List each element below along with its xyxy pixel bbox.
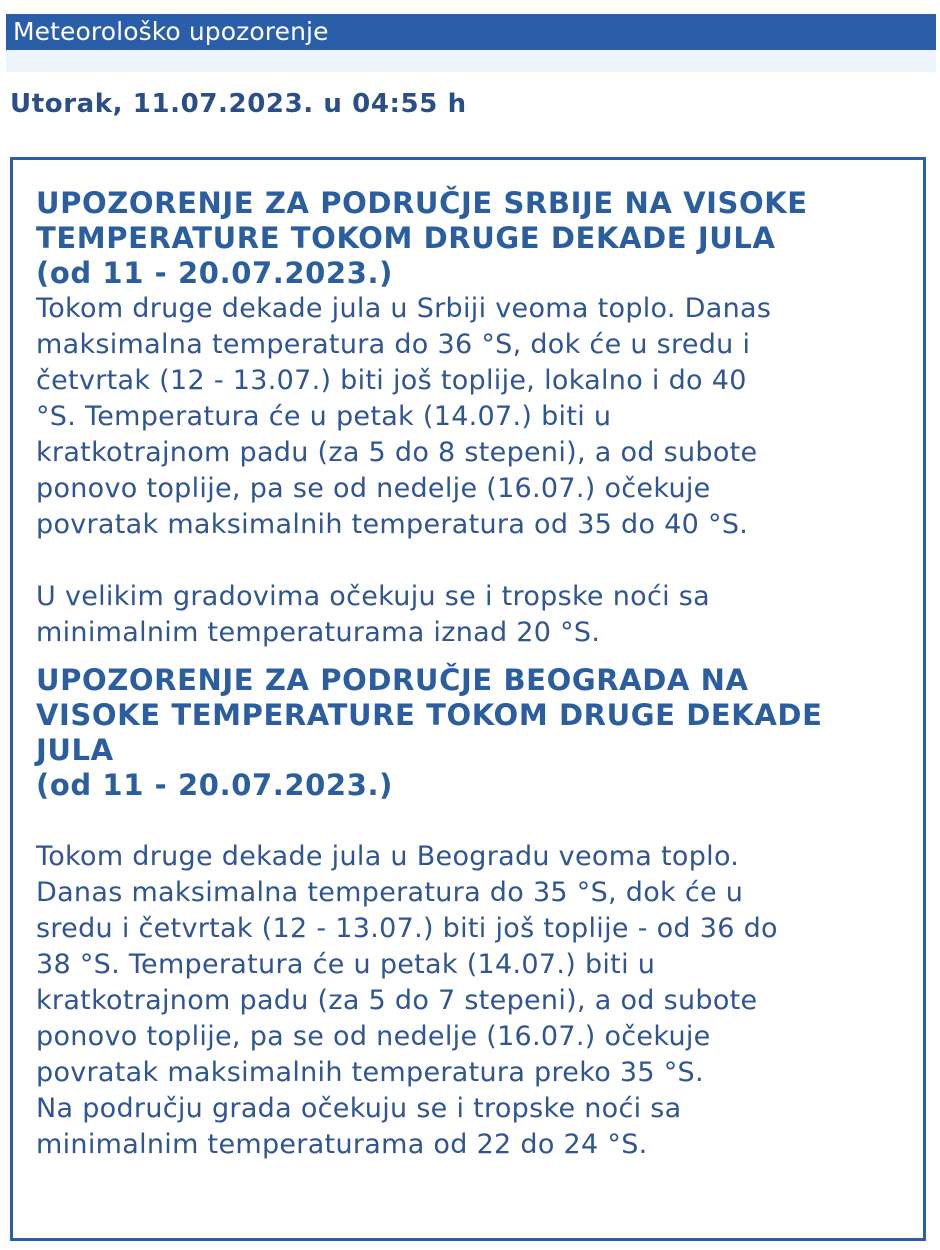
- issue-datetime: Utorak, 11.07.2023. u 04:55 h: [10, 89, 467, 119]
- body-line: Danas maksimalna temperatura do 35 °S, dok će u: [36, 877, 744, 908]
- page-title: Meteorološko upozorenje: [13, 17, 329, 46]
- body-line: kratkotrajnom padu (za 5 do 7 stepeni), a od subote: [36, 985, 758, 1016]
- body-line: kratkotrajnom padu (za 5 do 8 stepeni), a od subote: [36, 437, 758, 468]
- warning-serbia-body: [36, 291, 907, 543]
- body-line: povratak maksimalnih temperatura preko 35 °S.: [36, 1057, 704, 1088]
- heading-line: UPOZORENJE ZA PODRUČJE SRBIJE NA VISOKE: [36, 186, 808, 220]
- body-line: povratak maksimalnih temperatura od 35 do 40 °S.: [36, 509, 749, 540]
- body-line: ponovo toplije, pa se od nedelje (16.07.) očekuje: [36, 473, 711, 504]
- note-line: minimalnim temperaturama iznad 20 °S.: [36, 617, 601, 648]
- body-line: ponovo toplije, pa se od nedelje (16.07.) očekuje: [36, 1021, 711, 1052]
- title-underline-strip: [6, 50, 936, 72]
- heading-line: UPOZORENJE ZA PODRUČJE BEOGRADA NA: [36, 663, 749, 697]
- heading-line: TEMPERATURE TOKOM DRUGE DEKADE JULA: [36, 221, 776, 255]
- paragraph-gap: [36, 543, 907, 579]
- body-line: Na području grada očekuju se i tropske noći sa: [36, 1093, 682, 1124]
- body-line: maksimalna temperatura do 36 °S, dok će u sredu i: [36, 329, 751, 360]
- body-line: 38 °S. Temperatura će u petak (14.07.) biti u: [36, 949, 656, 980]
- heading-line: (od 11 - 20.07.2023.): [36, 256, 393, 290]
- heading-line: VISOKE TEMPERATURE TOKOM DRUGE DEKADE: [36, 698, 823, 732]
- paragraph-gap: [36, 803, 907, 839]
- warning-belgrade-heading: [36, 663, 907, 803]
- note-line: U velikim gradovima očekuju se i tropske noći sa: [36, 581, 711, 612]
- warning-serbia-heading: [36, 186, 907, 291]
- warning-box: [10, 157, 926, 1241]
- section-gap: [36, 651, 907, 663]
- page-title-bar: [6, 14, 936, 50]
- heading-line: (od 11 - 20.07.2023.): [36, 768, 393, 802]
- body-line: četvrtak (12 - 13.07.) biti još toplije, lokalno i do 40: [36, 365, 747, 396]
- warning-serbia-note: [36, 579, 907, 651]
- body-line: Tokom druge dekade jula u Beogradu veoma toplo.: [36, 841, 740, 872]
- body-line: minimalnim temperaturama od 22 do 24 °S.: [36, 1129, 648, 1160]
- warning-belgrade-body: [36, 839, 907, 1163]
- body-line: °S. Temperatura će u petak (14.07.) biti u: [36, 401, 612, 432]
- body-line: Tokom druge dekade jula u Srbiji veoma toplo. Danas: [36, 293, 772, 324]
- body-line: sredu i četvrtak (12 - 13.07.) biti još toplije - od 36 do: [36, 913, 778, 944]
- heading-line: JULA: [36, 733, 114, 767]
